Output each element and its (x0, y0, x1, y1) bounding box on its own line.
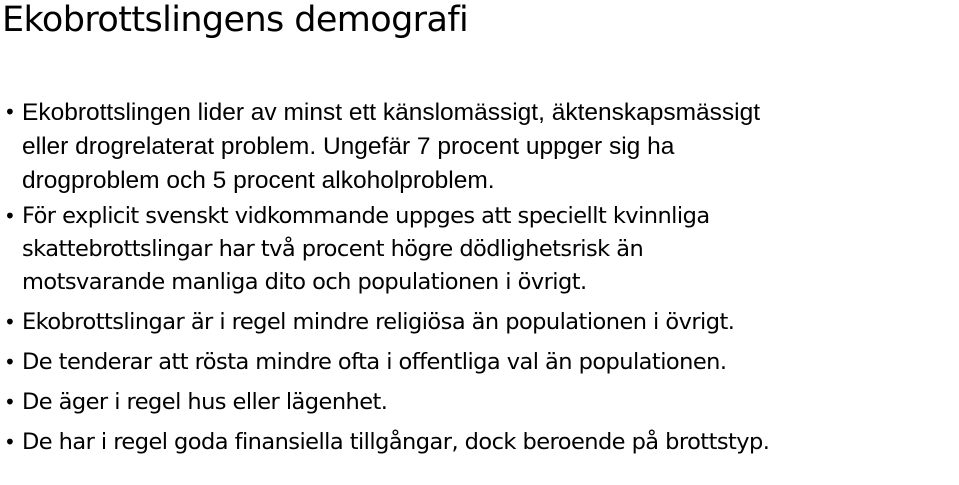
bullet-line: De har i regel goda finansiella tillgångar, dock beroende på brottstyp. (22, 429, 770, 455)
bullet-line: motsvarande manliga dito och populationen i övrigt. (22, 269, 587, 295)
bullet-line: drogproblem och 5 procent alkoholproblem. (22, 167, 495, 194)
bullet-line: Ekobrottslingen lider av minst ett känslomässigt, äktenskapsmässigt (22, 99, 761, 126)
bullet-dot-icon: • (4, 204, 16, 228)
bullet-line: skattebrottslingar har två procent högre dödlighetsrisk än (22, 236, 644, 262)
bullet-item-3 (0, 306, 959, 339)
bullet-dot-icon: • (4, 430, 16, 454)
slide-title: Ekobrottslingens demografi (2, 0, 469, 40)
bullet-line: För explicit svenskt vidkommande uppges att speciellt kvinnliga (22, 203, 710, 229)
bullet-dot-icon: • (4, 350, 16, 374)
bullet-line: De äger i regel hus eller lägenhet. (22, 389, 388, 415)
bullet-item-1 (0, 96, 959, 198)
bullet-dot-icon: • (4, 310, 16, 334)
bullet-line: Ekobrottslingar är i regel mindre religiösa än populationen i övrigt. (22, 309, 735, 335)
bullet-list (0, 96, 959, 459)
bullet-item-6 (0, 426, 959, 459)
bullet-item-2 (0, 200, 959, 299)
bullet-item-5 (0, 386, 959, 419)
bullet-line: De tenderar att rösta mindre ofta i offentliga val än populationen. (22, 349, 727, 375)
bullet-item-4 (0, 346, 959, 379)
bullet-dot-icon: • (4, 100, 16, 124)
bullet-line: eller drogrelaterat problem. Ungefär 7 procent uppger sig ha (22, 133, 675, 160)
bullet-dot-icon: • (4, 390, 16, 414)
